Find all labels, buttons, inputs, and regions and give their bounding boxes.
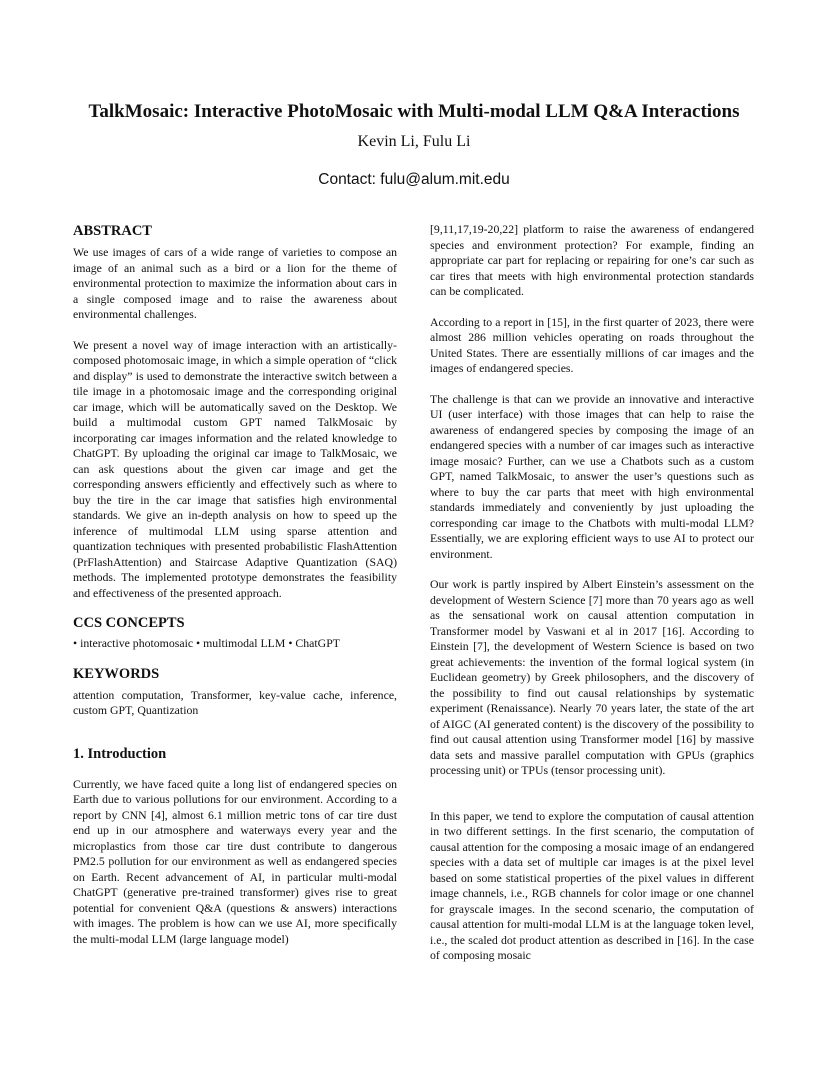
right-paragraph-4: Our work is partly inspired by Albert Einstein’s assessment on the development of Western Science [7] more than 70 years ago as well as the sensational work on causal attention computation in Transformer model by Vaswani et al in 2017 [16]. According to Einstein [7], the development of Western Science is based on two great achievements: the invention of the formal logical system (in Euclidean geometry) by Greek philosophers, and the discovery of the possibility to find out causal relationships by systematic experiment (Renaissance). Nearly 70 years later, the state of the art of AIGC (AI generated content) is the discovery of the possibility to find out causal attention using Transformer model [16] by massive data sets and massive parallel computation with GPUs (graphics processing unit) or TPUs (tensor processing unit). [430, 577, 754, 777]
paper-title: TalkMosaic: Interactive PhotoMosaic with Multi-modal LLM Q&A Interactions [88, 101, 740, 122]
abstract-heading: ABSTRACT [73, 223, 152, 239]
left-column [73, 222, 397, 947]
ccs-concepts-heading: CCS CONCEPTS [73, 615, 185, 631]
paper-authors: Kevin Li, Fulu Li [357, 133, 471, 150]
paper-contact: Contact: fulu@alum.mit.edu [318, 171, 510, 188]
introduction-paragraph-1: Currently, we have faced quite a long list of endangered species on Earth due to various pollutions for our environment. According to a report by CNN [4], almost 6.1 million metric tons of car tire dust end up in our atmosphere and waterways every year and the microplastics from those car tire dust contribute to dangerous PM2.5 pollution for our environment as well as endangered species on Earth. Recent advancement of AI, in particular multi-modal ChatGPT (generative pre-trained transformer) gives rise to great potential for convenient Q&A (questions & answers) interactions with images. The problem is how can we use AI, more specifically the multi-modal LLM (large language model) [73, 776, 397, 946]
right-paragraph-5: In this paper, we tend to explore the computation of causal attention in two different settings. In the first scenario, the computation of causal attention for the composing a mosaic image of an endangered species with a data set of multiple car images is at the pixel level based on some statistical properties of the pixel values in different image channels, i.e., RGB channels for color image or one channel for grayscale images. In the second scenario, the computation of causal attention for multi-modal LLM is at the language token level, i.e., the scaled dot product attention as described in [16]. In the case of composing mosaic [430, 808, 754, 962]
ccs-concepts-text: • interactive photomosaic • multimodal LLM • ChatGPT [73, 636, 340, 650]
keywords-text: attention computation, Transformer, key-value cache, inference, custom GPT, Quantization [73, 687, 397, 717]
abstract-paragraph-2: We present a novel way of image interaction with an artistically-composed photomosaic image, in which a simple operation of “click and display” is used to demonstrate the interactive switch between a tile image in a photomosaic image and the corresponding original car image, which will be automatically saved on the Desktop. We build a multimodal custom GPT named TalkMosaic by incorporating car images information and the related knowledge to ChatGPT. By uploading the original car image to TalkMosaic, we can ask questions about the given car image and get the corresponding answers efficiently and effectively such as where to buy the tire in the car image that satisfies high environmental standards. We give an in-depth analysis on how to speed up the inference of multimodal LLM using sparse attention and quantization techniques with presented probabilistic FlashAttention (PrFlashAttention) and Staircase Adaptive Quantization (SAQ) methods. The implemented prototype demonstrates the feasibility and effectiveness of the presented approach. [73, 337, 397, 600]
introduction-heading: 1. Introduction [73, 745, 167, 762]
right-paragraph-1: [9,11,17,19-20,22] platform to raise the awareness of endangered species and environment protection? For example, finding an appropriate car part for replacing or repairing for one’s car such as car tires that meets with high environmental protection standards can be complicated. [430, 222, 754, 298]
right-paragraph-3: The challenge is that can we provide an innovative and interactive UI (user interface) with those images that can help to raise the awareness of endangered species by composing the image of an endangered species with a number of car images such as interactive image mosaic? Further, can we use a Chatbots such as a custom GPT, named TalkMosaic, to answer the user’s questions such as where to buy the car parts that meet with high environmental standards immediately and conveniently by just uploading the corresponding car image to the Chatbots with multi-modal LLM? Essentially, we are exploring efficient ways to use AI to protect our environment. [430, 391, 754, 561]
right-paragraph-2: According to a report in [15], in the first quarter of 2023, there were almost 286 million vehicles operating on roads throughout the United States. There are essentially millions of car images and the images of endangered species. [430, 314, 754, 375]
keywords-heading: KEYWORDS [73, 665, 160, 682]
right-column [430, 222, 754, 964]
abstract-paragraph-1: We use images of cars of a wide range of varieties to compose an image of an animal such as a bird or a lion for the theme of environmental protection to maximize the information about cars in a single composed image and to raise the awareness about environmental challenges. [73, 245, 397, 321]
